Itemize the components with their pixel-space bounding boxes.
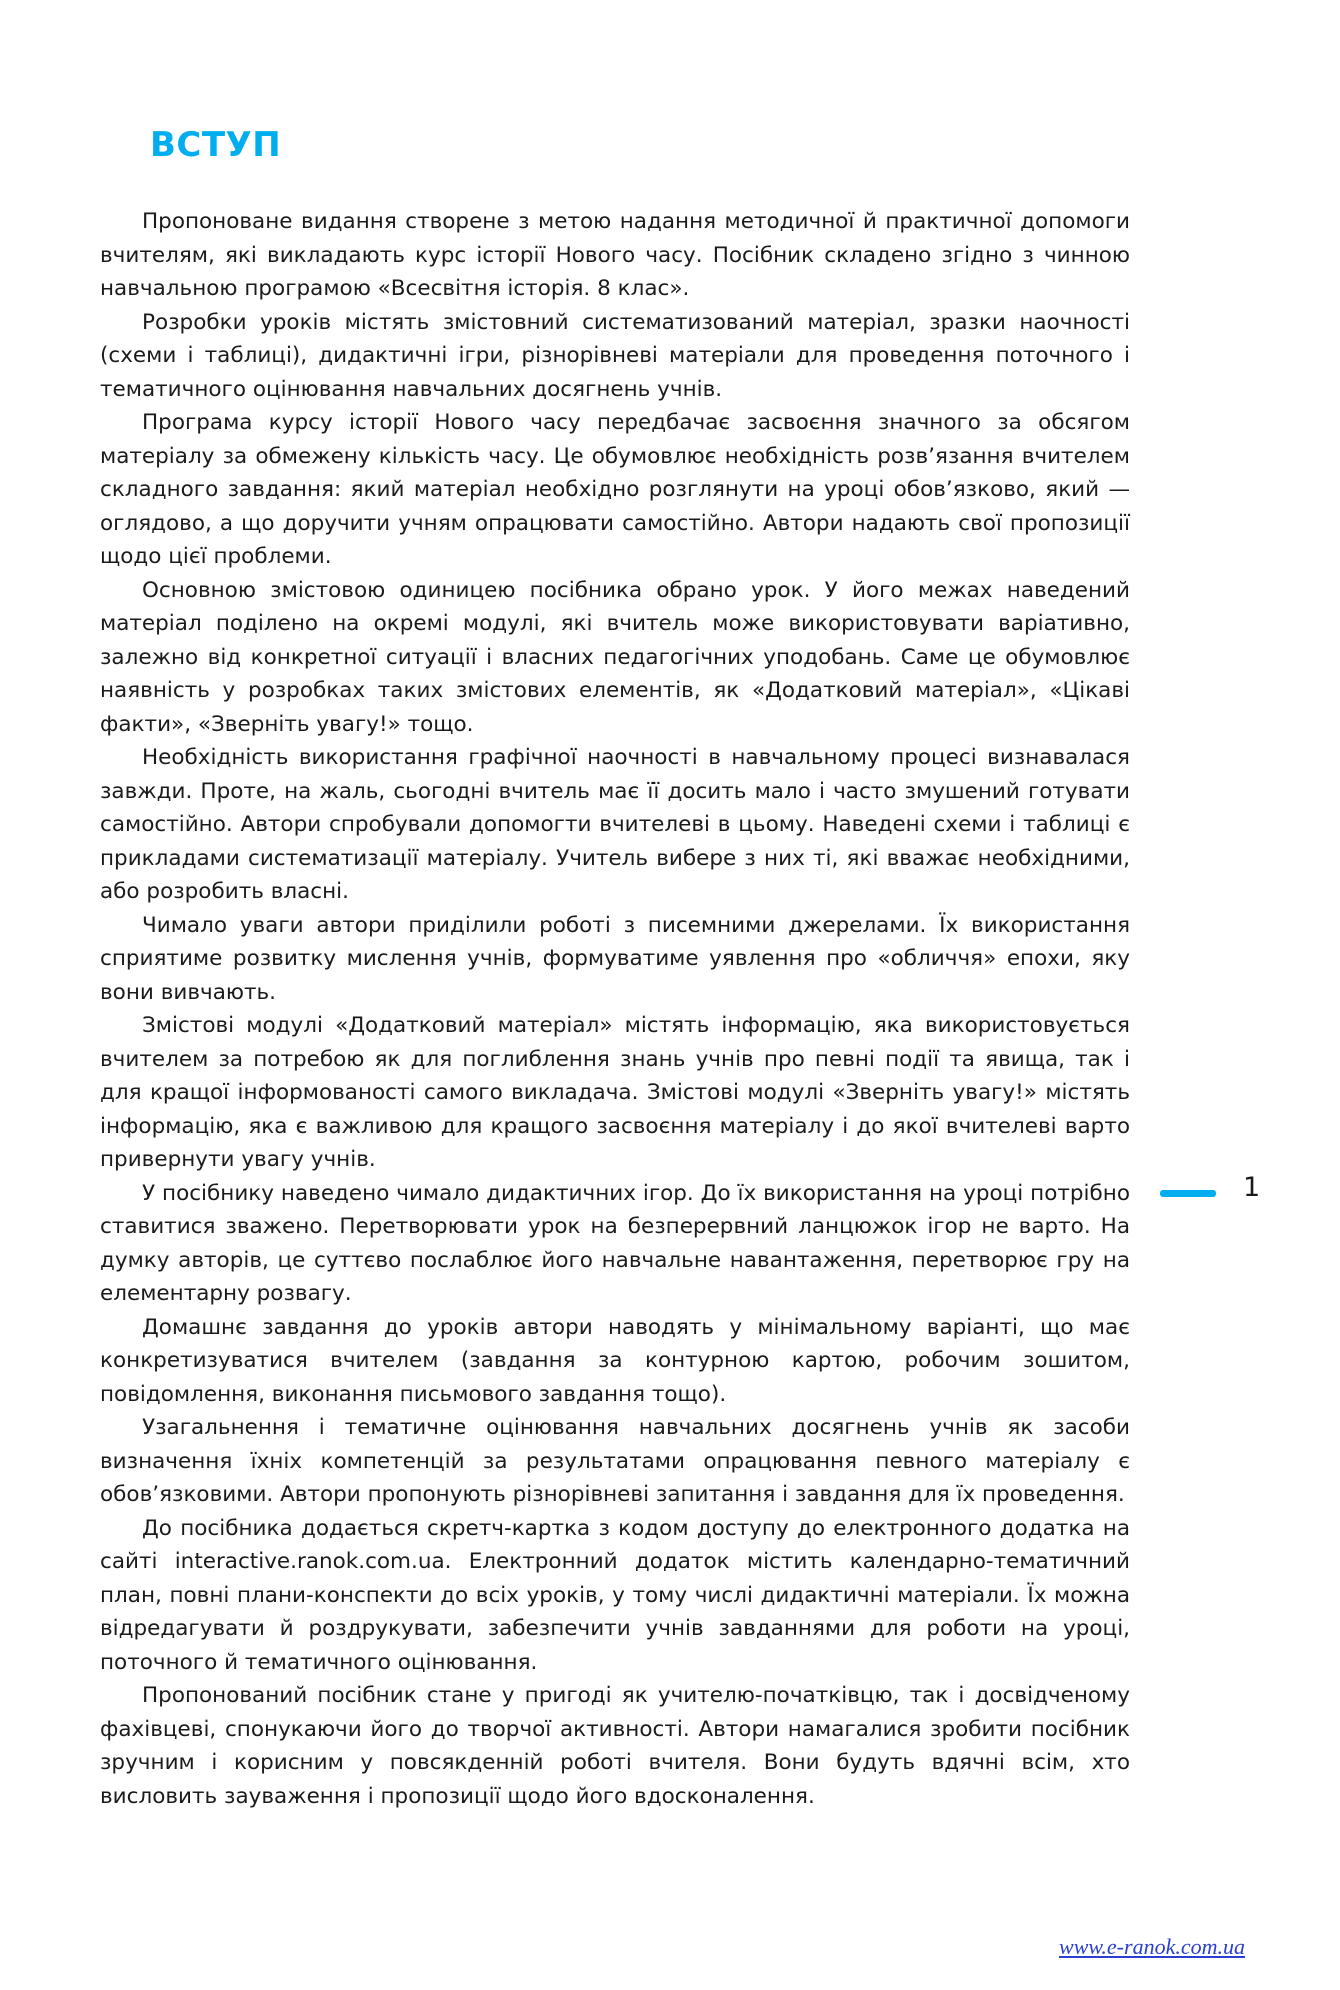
paragraph: Домашнє завдання до уроків автори наводять у мінімальному варіанті, що має конкретизуватися вчителем (завдання за контурною картою, робочим зошитом, повідомлення, виконання письмового завдання тощо). bbox=[100, 1314, 1130, 1407]
paragraph: До посібника додається скретч-картка з кодом доступу до електронного додатка на сайті interactive.ranok.com.ua. Електронний додаток містить календарно-тематичний план, повні плани-конспекти до всіх уроків, у тому числі дидактичні матеріали. Їх можна відредагувати й роздрукувати, забезпечити учнів завданнями для роботи на уроці, поточного й тематичного оцінювання. bbox=[100, 1515, 1130, 1675]
paragraph: Пропонований посібник стане у пригоді як учителю-початківцю, так і досвідченому фахівцеві, спонукаючи його до творчої активності. Автори намагалися зробити посібник зручним і корисним у повсякденній роботі вчителя. Вони будуть вдячні всім, хто висловить зауваження і пропозиції щодо його вдосконалення. bbox=[100, 1683, 1130, 1809]
body-text bbox=[100, 205, 1130, 1813]
paragraph: Змістові модулі «Додатковий матеріал» містять інформацію, яка використовується вчителем за потребою як для поглиблення знань учнів про певні події та явища, так і для кращої інформованості самого викладача. Змістові модулі «Зверніть увагу!» містять інформацію, яка є важливою для кращого засвоєння матеріалу і до якої вчителеві варто привернути увагу учнів. bbox=[100, 1013, 1130, 1172]
page-number-marker bbox=[1160, 1190, 1216, 1197]
page-title: ВСТУП bbox=[150, 125, 282, 165]
paragraph: Чимало уваги автори приділили роботі з писемними джерелами. Їх використання сприятиме розвитку мислення учнів, формуватиме уявлення про «обличчя» епохи, яку вони вивчають. bbox=[100, 912, 1130, 1005]
paragraph: Розробки уроків містять змістовний систематизований матеріал, зразки наочності (схеми і таблиці), дидактичні ігри, різнорівневі матеріали для проведення поточного і тематичного оцінювання навчальних досягнень учнів. bbox=[100, 309, 1130, 402]
paragraph: Пропоноване видання створене з метою надання методичної й практичної допомоги вчителям, які викладають курс історії Нового часу. Посібник складено згідно з чинною навчальною програмою «Всесвітня історія. 8 клас». bbox=[100, 209, 1130, 301]
paragraph: Необхідність використання графічної наочності в навчальному процесі визнавалася завжди. Проте, на жаль, сьогодні вчитель має її досить мало і часто змушений готувати самостійно. Автори спробували допомогти вчителеві в цьому. Наведені схеми і таблиці є прикладами систематизації матеріалу. Учитель вибере з них ті, які вважає необхідними, або розробить власні. bbox=[100, 745, 1130, 904]
paragraph: Програма курсу історії Нового часу передбачає засвоєння значного за обсягом матеріалу за обмежену кількість часу. Це обумовлює необхідність розв’язання вчителем складного завдання: який матеріал необхідно розглянути на уроці обов’язково, який — оглядово, а що доручити учням опрацювати самостійно. Автори надають свої пропозиції щодо цієї проблеми. bbox=[100, 410, 1130, 569]
publisher-website-link[interactable]: www.e-ranok.com.ua bbox=[1059, 1934, 1245, 1959]
paragraph: Узагальнення і тематичне оцінювання навчальних досягнень учнів як засоби визначення їхніх компетенцій за результатами опрацювання певного матеріалу є обов’язковими. Автори пропонують різнорівневі запитання і завдання для їх проведення. bbox=[100, 1415, 1130, 1507]
page-number: 1 bbox=[1243, 1172, 1261, 1203]
paragraph: У посібнику наведено чимало дидактичних ігор. До їх використання на уроці потрібно ставитися зважено. Перетворювати урок на безперервний ланцюжок ігор не варто. На думку авторів, це суттєво послаблює його навчальне навантаження, перетворює гру на елементарну розвагу. bbox=[100, 1180, 1130, 1306]
paragraph: Основною змістовою одиницею посібника обрано урок. У його межах наведений матеріал поділено на окремі модулі, які вчитель може використовувати варіативно, залежно від конкретної ситуації і власних педагогічних уподобань. Саме це обумовлює наявність у розробках таких змістових елементів, як «Додатковий матеріал», «Цікаві факти», «Зверніть увагу!» тощо. bbox=[100, 577, 1130, 737]
